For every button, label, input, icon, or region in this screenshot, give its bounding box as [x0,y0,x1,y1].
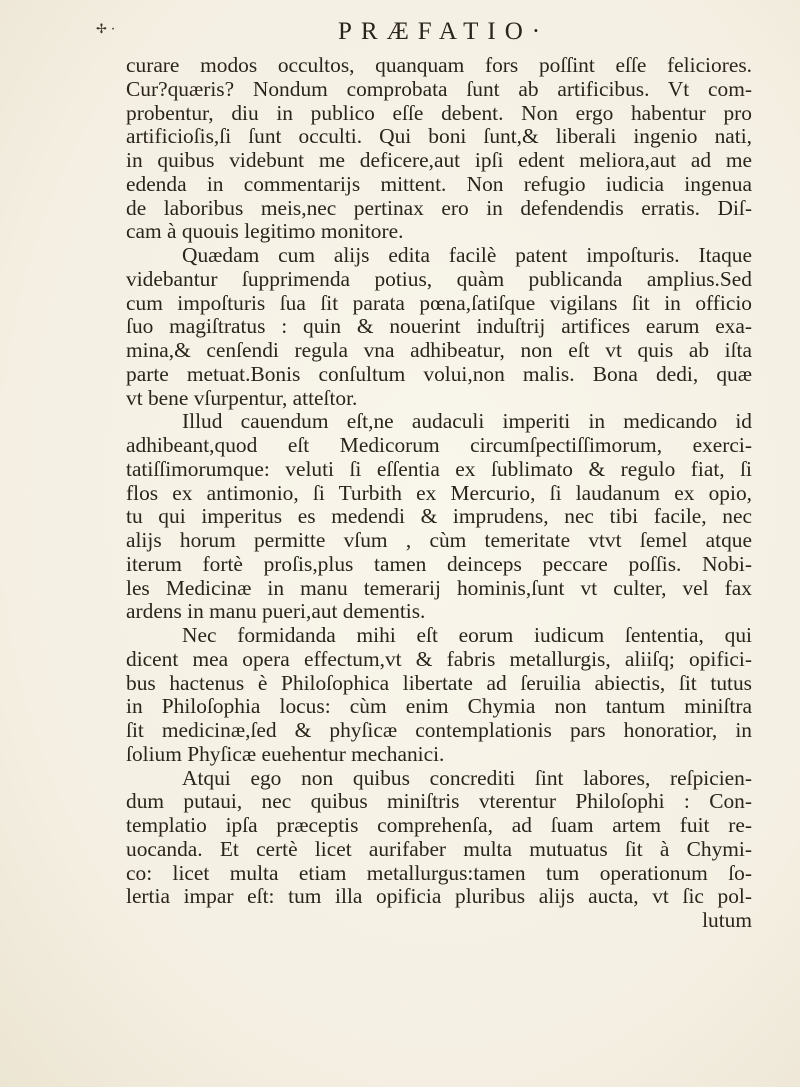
text-line: curare modos occultos, quanquam fors poſſint eſſe feliciores. [126,53,752,77]
text-line: in quibus videbunt me deficere,aut ipſi edent meliora,aut ad me [126,148,752,172]
text-line: dicent mea opera effectum,vt & fabris metallurgis, aliiſq; opifici- [126,646,752,671]
text-line: artificioſis,ſi ſunt occulti. Qui boni ſunt,& liberali ingenio nati, [126,124,752,149]
text-line: les Medicinæ in manu temerarij hominis,ſunt vt culter, vel fax [126,575,752,600]
text-line: flos ex antimonio, ſi Turbith ex Mercurio, ſi laudanum ex opio, [126,480,752,505]
text-line: vt bene vſurpentur, atteſtor. [126,385,358,410]
text-line: alijs horum permitte vſum , cùm temeritate vtvt ſemel atque [126,528,752,552]
text-line: mina,& cenſendi regula vna adhibeatur, non eſt vt quis ab iſta [126,338,752,362]
text-line: cam à quouis legitimo monitore. [126,219,404,244]
text-line: uocanda. Et certè licet aurifaber multa mutuatus ſit à Chymi- [126,836,752,861]
text-line: videbantur ſupprimenda potius, quàm publicanda amplius.Sed [126,266,752,291]
text-line: tatiſſimorumque: veluti ſi eſſentia ex ſublimato & regulo fiat, ſi [126,456,752,481]
text-line: ſolium Phyſicæ euehentur mechanici. [126,741,445,766]
running-head [0,18,800,48]
text-line: dum putaui, nec quibus miniſtris vterentur Philoſophi : Con- [126,789,752,814]
text-line: lertia impar eſt: tum illa opificia pluribus alijs aucta, vt ſic pol- [126,884,752,909]
text-line: edenda in commentarijs mittent. Non refugio iudicia ingenua [126,171,752,196]
paragraph-first-line: Nec formidanda mihi eſt eorum iudicum ſententia, qui [182,623,752,647]
catchword: lutum [702,908,752,932]
running-head-title: PRÆFATIO· [338,18,550,45]
text-line: tu qui imperitus es medendi & imprudens, nec tibi facile, nec [126,504,752,529]
text-line: probentur, diu in publico eſſe debent. Non ergo habentur pro [126,100,752,125]
text-line: in Philoſophia locus: cùm enim Chymia non tantum miniſtra [126,694,752,719]
text-line: de laboribus meis,nec pertinax ero in defendendis erratis. Diſ- [126,195,752,220]
text-line: cum impoſturis ſua ſit parata pœna,ſatiſque vigilans ſit in officio [126,290,752,315]
text-line: ſuo magiſtratus : quin & nouerint induſtrij artifices earum exa- [126,314,752,339]
text-line: ſit medicinæ,ſed & phyſicæ contemplationis pars honoratior, in [126,718,752,742]
paragraph-first-line: Quædam cum alijs edita facilè patent impoſturis. Itaque [182,243,752,267]
paragraph-first-line: Atqui ego non quibus concrediti ſint labores, reſpicien- [182,765,752,790]
paragraph-first-line: Illud cauendum eſt,ne audaculi imperiti in medicando id [182,409,752,434]
text-line: adhibeant,quod eſt Medicorum circumſpectiſſimorum, exerci- [126,433,752,457]
text-line: iterum fortè proſis,plus tamen deinceps peccare poſſis. Nobi- [126,551,752,576]
text-line: bus hactenus è Philoſophica libertate ad ſeruilia abiectis, ſit tutus [126,670,752,695]
body-text [126,54,752,933]
text-line: Cur?quæris? Nondum comprobata ſunt ab artificibus. Vt com- [126,76,752,101]
printer-ornament: ✢ · [96,22,116,37]
text-line: ardens in manu pueri,aut dementis. [126,599,426,624]
text-line: templatio ipſa præceptis comprehenſa, ad ſuam artem fuit re- [126,813,752,837]
text-line: co: licet multa etiam metallurgus:tamen tum operationum ſo- [126,860,752,885]
text-line: parte metuat.Bonis conſultum volui,non malis. Bona dedi, quæ [126,361,752,386]
